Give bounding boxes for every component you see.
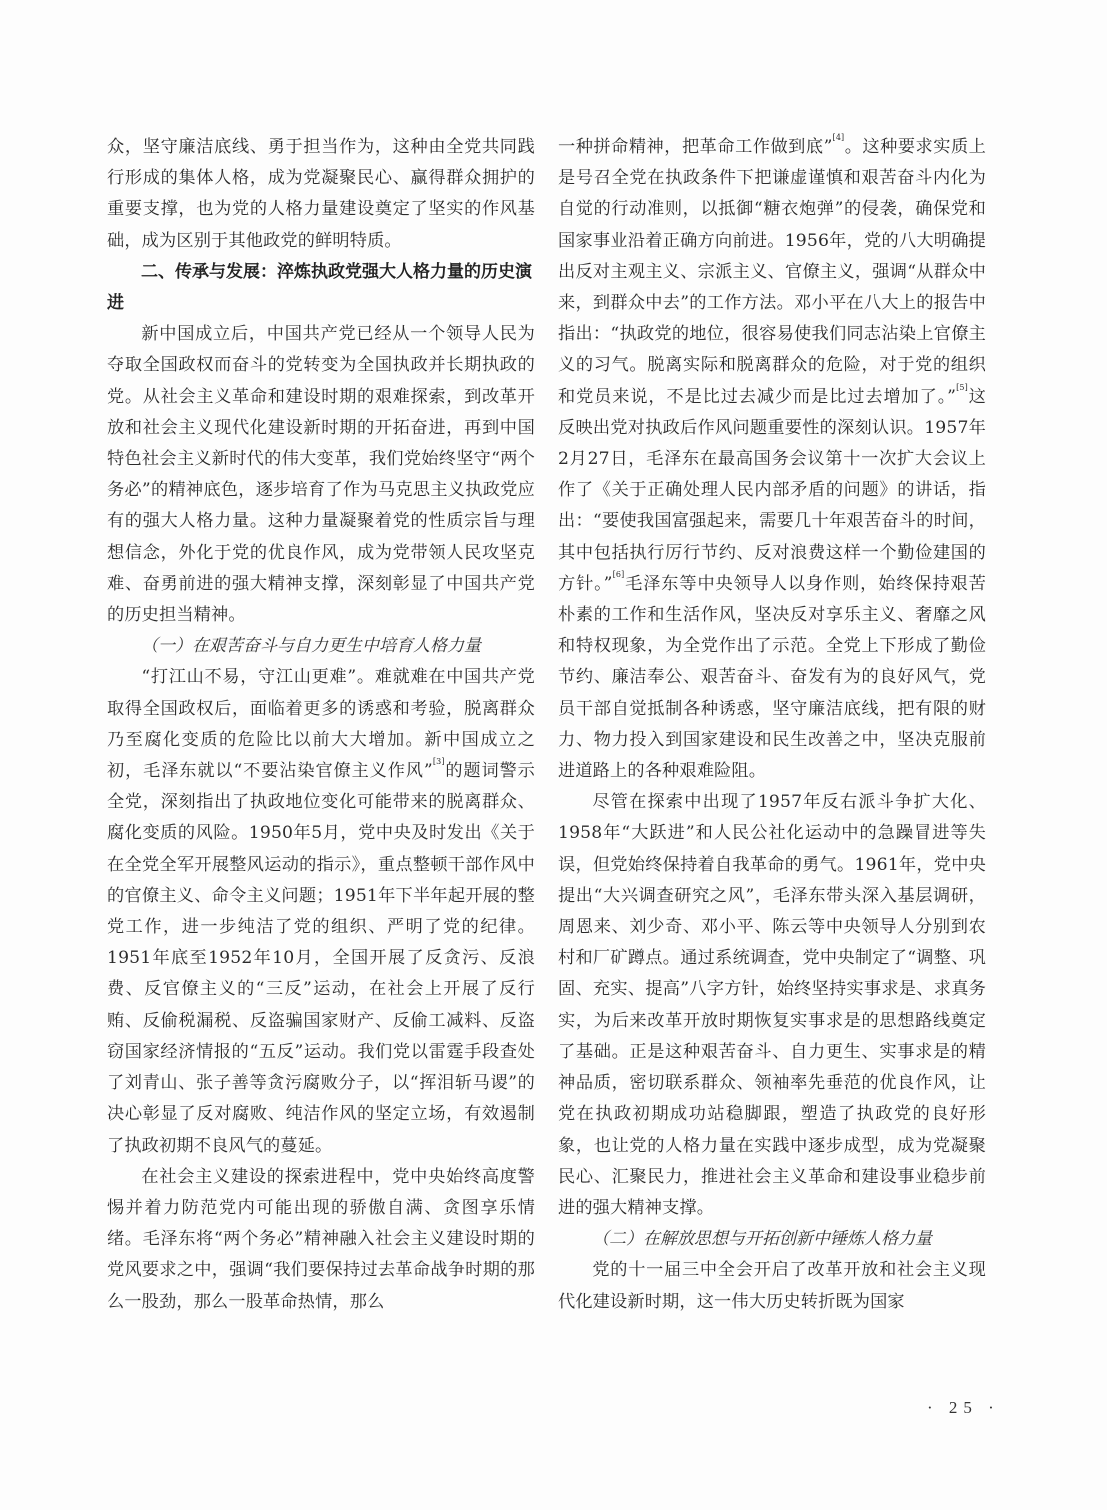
paragraph-early-governance bbox=[107, 662, 535, 1161]
paragraph-text: 这反映出党对执政后作风问题重要性的深刻认识。1957年2月27日，毛泽东在最高国务会议第十一次扩大会议上作了《关于正确处理人民内部矛盾的问题》的讲话，指出：“要使我国富强起来，需要几十年艰苦奋斗的时间，其中包括执行厉行节约、反对浪费这样一个勤俭建国的方针。” bbox=[558, 386, 987, 594]
paragraph-socialist-construction: 在社会主义建设的探索进程中，党中央始终高度警惕并着力防范党内可能出现的骄傲自满、贪图享乐情绪。毛泽东将“两个务必”精神融入社会主义建设时期的党风要求之中，强调“我们要保持过去革命战争时期的那么一股劲，那么一股革命热情，那么 bbox=[107, 1166, 535, 1312]
page-number: · 25 · bbox=[927, 1398, 1000, 1417]
paragraph-self-revolution: 尽管在探索中出现了1957年反右派斗争扩大化、1958年“大跃进”和人民公社化运动中的急躁冒进等失误，但党始终保持着自我革命的勇气。1961年，党中央提出“大兴调查研究之风”，毛泽东带头深入基层调研，周恩来、刘少奇、邓小平、陈云等中央领导人分别到农村和厂矿蹲点。通过系统调查，党中央制定了“调整、巩固、充实、提高”八字方针，始终坚持实事求是、求真务实，为后来改革开放时期恢复实事求是的思想路线奠定了基础。正是这种艰苦奋斗、自力更生、实事求是的精神品质，密切联系群众、领袖率先垂范的优良作风，让党在执政初期成功站稳脚跟，塑造了执政党的良好形象，也让党的人格力量在实践中逐步成型，成为党凝聚民心、汇聚民力，推进社会主义革命和建设事业稳步前进的强大精神支撑。 bbox=[558, 792, 986, 1218]
citation-5[interactable]: [5] bbox=[956, 382, 968, 392]
paragraph-text: 的题词警示全党，深刻指出了执政地位变化可能带来的脱离群众、腐化变质的风险。1950年5月，党中央及时发出《关于在全党全军开展整风运动的指示》，重点整顿干部作风中的官僚主义、命令主义问题；1951年下半年起开展的整党工作，进一步纯洁了党的组织、严明了党的纪律。1951年底至1952年10月，全国开展了反贪污、反浪费、反官僚主义的“三反”运动，在社会上开展了反行贿、反偷税漏税、反盗骗国家财产、反偷工减料、反盗窃国家经济情报的“五反”运动。我们党以雷霆手段查处了刘青山、张子善等贪污腐败分子，以“挥泪斩马谡”的决心彰显了反对腐败、纯洁作风的坚定立场，有效遏制了执政初期不良风气的蔓延。 bbox=[107, 761, 535, 1156]
paragraph-intro: 新中国成立后，中国共产党已经从一个领导人民为夺取全国政权而奋斗的党转变为全国执政并长期执政的党。从社会主义革命和建设时期的艰难探索，到改革开放和社会主义现代化建设新时期的开拓奋进，再到中国特色社会主义新时代的伟大变革，我们党始终坚守“两个务必”的精神底色，逐步培育了作为马克思主义执政党应有的强大人格力量。这种力量凝聚着党的性质宗旨与理想信念，外化于党的优良作风，成为党带领人民攻坚克难、奋勇前进的强大精神支撑，深刻彰显了中国共产党的历史担当精神。 bbox=[107, 324, 535, 626]
paragraph-text: 。这种要求实质上是号召全党在执政条件下把谦虚谨慎和艰苦奋斗内化为自觉的行动准则，以抵御“糖衣炮弹”的侵袭，确保党和国家事业沿着正确方向前进。1956年，党的八大明确提出反对主观主义、宗派主义、官僚主义，强调“从群众中来，到群众中去”的工作方法。邓小平在八大上的报告中指出：“执政党的地位，很容易使我们同志沾染上官僚主义的习气。脱离实际和脱离群众的危险，对于党的组织和党员来说，不是比过去减少而是比过去增加了。” bbox=[558, 137, 986, 407]
citation-3[interactable]: [3] bbox=[432, 757, 445, 767]
paragraph-text: 毛泽东等中央领导人以身作则，始终保持艰苦朴素的工作和生活作风，坚决反对享乐主义、奢靡之风和特权现象，为全党作出了示范。全党上下形成了勤俭节约、廉洁奉公、艰苦奋斗、奋发有为的良好风气，党员干部自觉抵制各种诱惑，坚守廉洁底线，把有限的财力、物力投入到国家建设和民生改善之中，坚决克服前进道路上的各种艰难险阻。 bbox=[558, 573, 986, 782]
citation-6[interactable]: [6] bbox=[612, 569, 625, 579]
right-column bbox=[558, 132, 986, 1318]
paragraph-reform-opening: 党的十一届三中全会开启了改革开放和社会主义现代化建设新时期，这一伟大历史转折既为国家 bbox=[558, 1260, 986, 1312]
paragraph-text: “打江山不易，守江山更难”。难就难在中国共产党取得全国政权后，面临着更多的诱惑和考验，脱离群众乃至腐化变质的危险比以前大大增加。新中国成立之初，毛泽东就以“不要沾染官僚主义作风” bbox=[107, 667, 535, 782]
paragraph-continuation-right bbox=[558, 132, 986, 787]
subsection-heading-2: （二）在解放思想与开拓创新中锤炼人格力量 bbox=[592, 1229, 932, 1250]
left-column bbox=[107, 132, 535, 1318]
subsection-heading-1: （一）在艰苦奋斗与自力更生中培育人格力量 bbox=[141, 636, 481, 657]
paragraph-continuation: 众，坚守廉洁底线、勇于担当作为，这种由全党共同践行形成的集体人格，成为党凝聚民心、赢得群众拥护的重要支撑，也为党的人格力量建设奠定了坚实的作风基础，成为区别于其他政党的鲜明特质。 bbox=[107, 137, 535, 251]
citation-4[interactable]: [4] bbox=[832, 133, 845, 142]
section-heading-2: 二、传承与发展：淬炼执政党强大人格力量的历史演进 bbox=[107, 261, 532, 314]
paragraph-text: 一种拼命精神，把革命工作做到底” bbox=[558, 137, 833, 157]
